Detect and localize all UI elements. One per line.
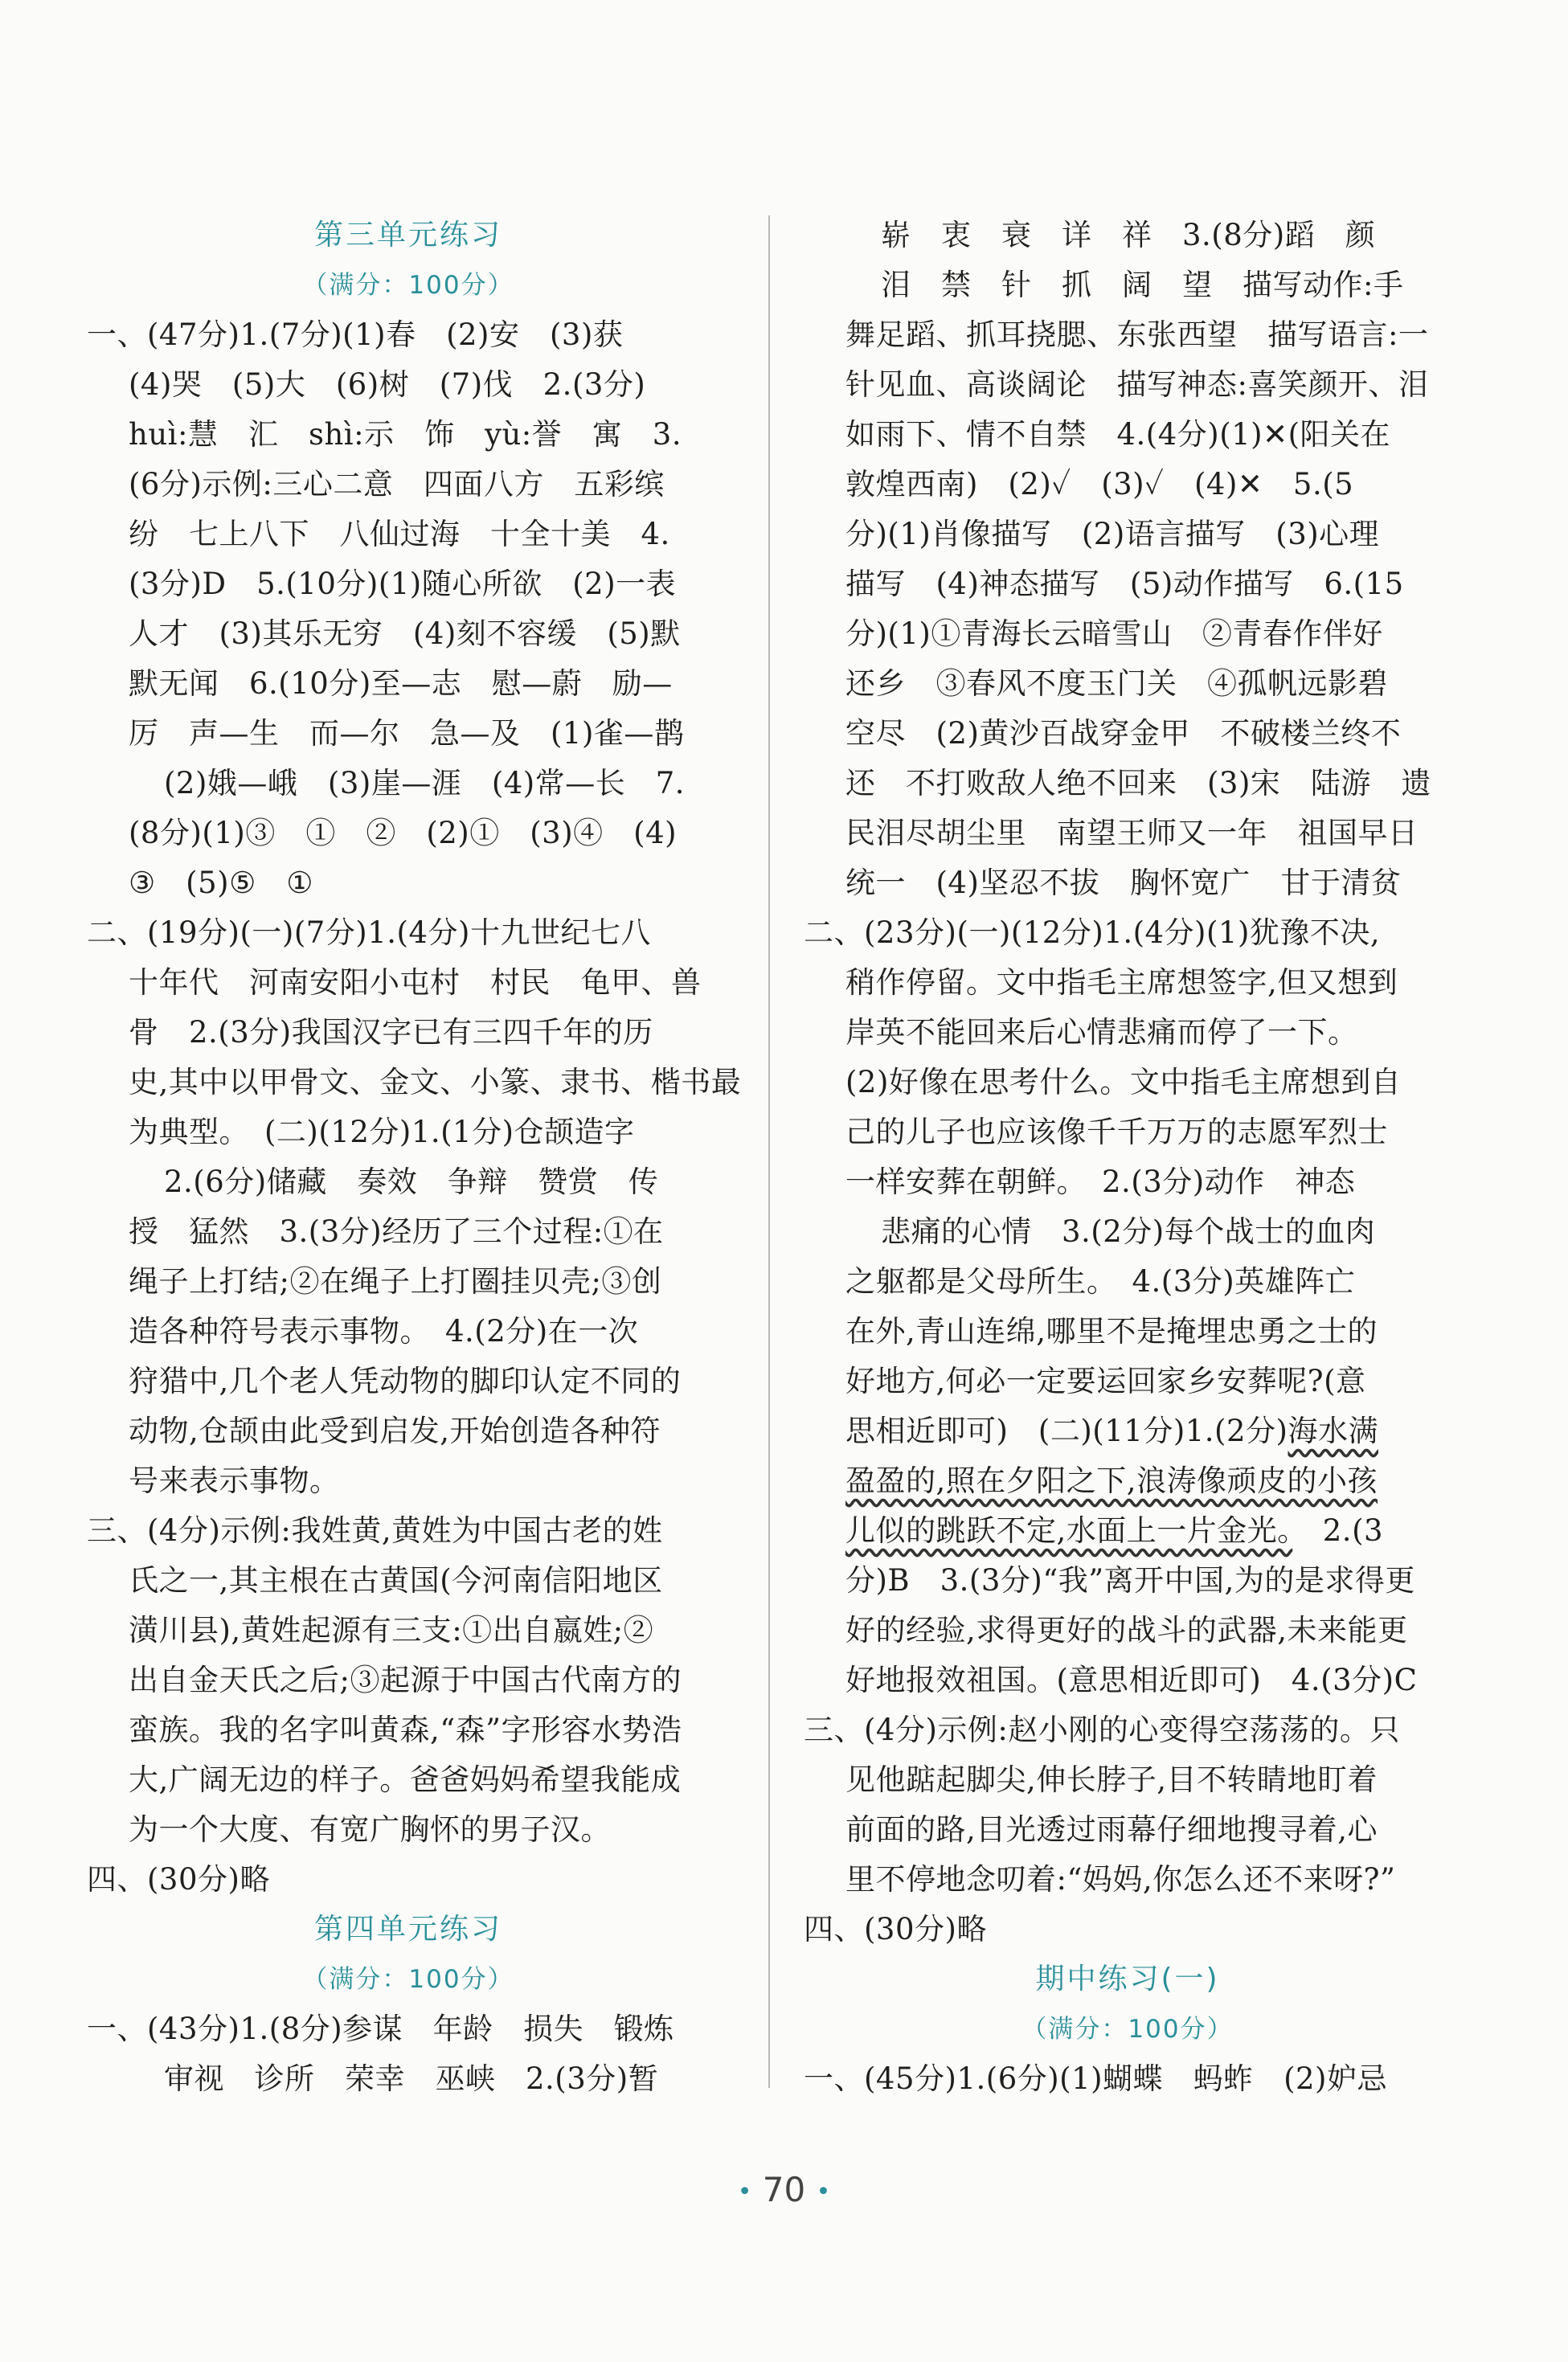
answer-line: 民泪尽胡尘里 南望王师又一年 祖国早日 — [845, 816, 1419, 850]
answer-line: 为典型。 (二)(12分)1.(1分)仓颉造字 — [129, 1115, 635, 1149]
bullet-dot-left-icon: • — [737, 2178, 752, 2206]
question-heading-line: 三、(4分)示例:我姓黄,黄姓为中国古老的姓 — [87, 1513, 663, 1548]
answer-line: 好地方,何必一定要运回家乡安葬呢?(意 — [845, 1364, 1366, 1398]
answer-line: 纷 七上八下 八仙过海 十全十美 4. — [129, 517, 670, 551]
answer-line: 骨 2.(3分)我国汉字已有三四千年的历 — [129, 1015, 653, 1050]
wavy-underlined-text: 盈盈的,照在夕阳之下,浪涛像顽皮的小孩 — [845, 1463, 1378, 1498]
answer-line: 授 猛然 3.(3分)经历了三个过程:①在 — [129, 1214, 664, 1249]
question-heading-line: 三、(4分)示例:赵小刚的心变得空荡荡的。只 — [804, 1713, 1400, 1747]
section-title: 期中练习(一) — [1035, 1963, 1220, 1996]
answer-line: 十年代 河南安阳小屯村 村民 龟甲、兽 — [129, 965, 702, 1000]
question-heading-line: 一、(47分)1.(7分)(1)春 (2)安 (3)获 — [87, 317, 624, 352]
answer-line: 号来表示事物。 — [129, 1463, 340, 1498]
answer-line: 针见血、高谈阔论 描写神态:喜笑颜开、泪 — [845, 367, 1429, 402]
answer-line: 一样安葬在朝鲜。 2.(3分)动作 神态 — [845, 1165, 1356, 1199]
answer-line: 泪 禁 针 抓 阔 望 描写动作:手 — [881, 268, 1404, 302]
answer-line: 舞足蹈、抓耳挠腮、东张西望 描写语言:一 — [845, 317, 1429, 352]
section-subtitle: （满分：100分） — [302, 271, 514, 300]
question-heading-line: 一、(43分)1.(8分)参谋 年龄 损失 锻炼 — [87, 2012, 674, 2046]
answer-line: 悲痛的心情 3.(2分)每个战士的血肉 — [881, 1214, 1376, 1249]
right-column — [804, 211, 1451, 2104]
answer-line: 空尽 (2)黄沙百战穿金甲 不破楼兰终不 — [845, 716, 1402, 751]
answer-line: 绳子上打结;②在绳子上打圈挂贝壳;③创 — [129, 1264, 662, 1299]
answer-line: 史,其中以甲骨文、金文、小篆、隶书、楷书最 — [129, 1065, 742, 1099]
answer-line: 在外,青山连绵,哪里不是掩埋忠勇之士的 — [845, 1314, 1378, 1349]
answer-line — [804, 1406, 1451, 1456]
question-heading-line: 四、(30分)略 — [804, 1912, 987, 1947]
section-title: 第四单元练习 — [313, 1913, 502, 1946]
answer-text: 2.(3 — [1292, 1513, 1384, 1548]
left-column — [87, 211, 742, 2104]
answer-line: 人才 (3)其乐无穷 (4)刻不容缓 (5)默 — [129, 616, 681, 651]
section-subtitle: （满分：100分） — [302, 1965, 514, 1994]
answer-line: 好的经验,求得更好的战斗的武器,未来能更 — [845, 1613, 1408, 1648]
answer-line: 如雨下、情不自禁 4.(4分)(1)✕(阳关在 — [845, 417, 1391, 452]
answer-line — [804, 1506, 1451, 1556]
answer-line: 前面的路,目光透过雨幕仔细地搜寻着,心 — [845, 1812, 1378, 1847]
answer-line: 分)B 3.(3分)“我”离开中国,为的是求得更 — [845, 1563, 1415, 1598]
page-number — [0, 2170, 1568, 2209]
answer-line: (6分)示例:三心二意 四面八方 五彩缤 — [129, 467, 665, 501]
answer-line: (8分)(1)③ ① ② (2)① (3)④ (4) — [129, 816, 678, 850]
answer-line: (4)哭 (5)大 (6)树 (7)伐 2.(3分) — [129, 367, 646, 402]
answer-text: 思相近即可) (二)(11分)1.(2分) — [845, 1414, 1288, 1448]
section-subtitle: （满分：100分） — [1021, 2015, 1234, 2044]
answer-line: 好地报效祖国。(意思相近即可) 4.(3分)C — [845, 1663, 1418, 1697]
wavy-underlined-text: 海水满 — [1288, 1414, 1378, 1448]
answer-line: 为一个大度、有宽广胸怀的男子汉。 — [129, 1812, 611, 1847]
answer-line: 敦煌西南) (2)✓ (3)✓ (4)✕ 5.(5 — [845, 467, 1354, 501]
answer-line: 里不停地念叨着:“妈妈,你怎么还不来呀?” — [845, 1862, 1396, 1897]
answer-line: 蛮族。我的名字叫黄森,“森”字形容水势浩 — [129, 1713, 682, 1747]
answer-line: huì:慧 汇 shì:示 饰 yù:誉 寓 3. — [129, 417, 682, 452]
section-title: 第三单元练习 — [313, 219, 502, 252]
answer-line: 动物,仓颉由此受到启发,开始创造各种符 — [129, 1414, 661, 1448]
question-heading-line: 一、(45分)1.(6分)(1)蝴蝶 蚂蚱 (2)妒忌 — [804, 2061, 1387, 2096]
answer-line: (2)娥—峨 (3)崖—涯 (4)常—长 7. — [164, 766, 686, 800]
answer-line: 描写 (4)神态描写 (5)动作描写 6.(15 — [845, 567, 1404, 601]
question-heading-line: 四、(30分)略 — [87, 1862, 270, 1897]
answer-line: 潢川县),黄姓起源有三支:①出自嬴姓;② — [129, 1613, 654, 1648]
answer-line: 厉 声—生 而—尔 急—及 (1)雀—鹊 — [129, 716, 685, 751]
answer-line: 2.(6分)储藏 奏效 争辩 赞赏 传 — [164, 1165, 659, 1199]
answer-line: 默无闻 6.(10分)至—志 慰—蔚 励— — [129, 666, 673, 701]
answer-line: 还 不打败敌人绝不回来 (3)宋 陆游 遗 — [845, 766, 1431, 800]
answer-line: (3分)D 5.(10分)(1)随心所欲 (2)一表 — [129, 567, 677, 601]
answer-line: 己的儿子也应该像千千万万的志愿军烈士 — [845, 1115, 1388, 1149]
page-number-text: 70 — [762, 2170, 806, 2209]
answer-line: 审视 诊所 荣幸 巫峡 2.(3分)暂 — [164, 2061, 659, 2096]
answer-line: 分)(1)①青海长云暗雪山 ②青春作伴好 — [845, 616, 1383, 651]
answer-line: 出自金天氏之后;③起源于中国古代南方的 — [129, 1663, 682, 1697]
answer-line: 狩猎中,几个老人凭动物的脚印认定不同的 — [129, 1364, 682, 1398]
answer-line: 还乡 ③春风不度玉门关 ④孤帆远影碧 — [845, 666, 1388, 701]
wavy-underlined-text: 儿似的跳跃不定,水面上一片金光。 — [845, 1513, 1293, 1548]
answer-line: 大,广阔无边的样子。爸爸妈妈希望我能成 — [129, 1762, 682, 1797]
answer-line: (2)好像在思考什么。文中指毛主席想到自 — [845, 1065, 1402, 1099]
answer-line: 崭 衷 衰 详 祥 3.(8分)蹈 颜 — [881, 218, 1376, 252]
answer-line: 分)(1)肖像描写 (2)语言描写 (3)心理 — [845, 517, 1380, 551]
answer-line — [804, 1456, 1451, 1506]
bullet-dot-right-icon: • — [816, 2178, 831, 2206]
answer-line: 岸英不能回来后心情悲痛而停了一下。 — [845, 1015, 1358, 1050]
answer-line: 造各种符号表示事物。 4.(2分)在一次 — [129, 1314, 639, 1349]
question-heading-line: 二、(23分)(一)(12分)1.(4分)(1)犹豫不决, — [804, 915, 1381, 950]
column-divider — [768, 215, 770, 2088]
answer-line: 见他踮起脚尖,伸长脖子,目不转睛地盯着 — [845, 1762, 1378, 1797]
question-heading-line: 二、(19分)(一)(7分)1.(4分)十九世纪七八 — [87, 915, 651, 950]
answer-line: 统一 (4)坚忍不拔 胸怀宽广 甘于清贫 — [845, 866, 1402, 900]
answer-line: 之躯都是父母所生。 4.(3分)英雄阵亡 — [845, 1264, 1356, 1299]
answer-line: 氏之一,其主根在古黄国(今河南信阳地区 — [129, 1563, 663, 1598]
answer-line: ③ (5)⑤ ① — [129, 866, 313, 900]
answer-line: 稍作停留。文中指毛主席想签字,但又想到 — [845, 965, 1398, 1000]
